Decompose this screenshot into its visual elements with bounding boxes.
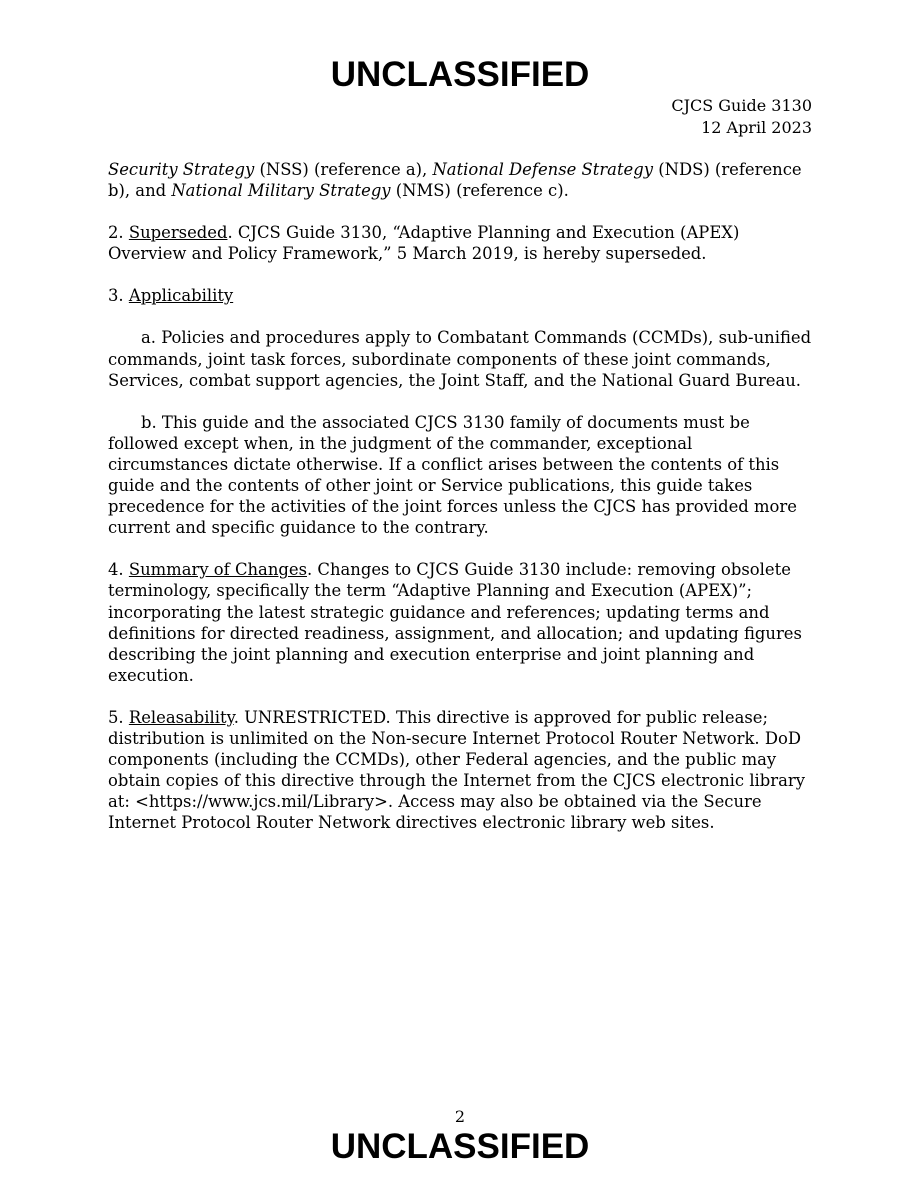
section-2-heading: Superseded [128,223,228,243]
document-body [108,159,812,854]
section-5-number: 5. [108,707,129,727]
section-5-heading: Releasability [128,707,234,727]
section-superseded [108,222,812,264]
section-summary-of-changes [108,559,812,686]
classification-banner-bottom: UNCLASSIFIED [330,1127,590,1166]
intro-text-1: (NSS) (reference a), [254,160,433,179]
section-3a-paragraph: a. Policies and procedures apply to Combatant Commands (CCMDs), sub-unified commands, joint task forces, subordinate components of these joint commands, Services, combat support agencies, the Joint Staff, and the National Guard Bureau. [108,328,812,390]
document-id: CJCS Guide 3130 [671,96,812,115]
section-3-heading: Applicability [128,286,234,306]
intro-nds-title: National Defense Strategy [432,160,653,179]
section-4-number: 4. [108,560,129,580]
section-2-text: . CJCS Guide 3130, “Adaptive Planning and Execution (APEX) Overview and Policy Framework,” 5 March 2019, is hereby superseded. [108,223,740,264]
intro-text-2: (NDS) (reference b), and [108,160,802,201]
document-header [671,95,812,139]
intro-nss-title: Security Strategy [108,160,255,179]
document-date: 12 April 2023 [701,118,812,137]
section-4-text: . Changes to CJCS Guide 3130 include: removing obsolete terminology, specifically the term “Adaptive Planning and Execution (APEX)”; incorporating the latest strategic guidance and references; updating terms and definitions for directed readiness, assignment, and allocation; and updating figures describing the joint planning and execution enterprise and joint planning and execution. [108,560,802,685]
section-applicability [108,285,812,306]
intro-text-3: (NMS) (reference c). [390,181,569,201]
classification-banner-top: UNCLASSIFIED [330,55,590,94]
section-2-number: 2. [108,223,129,243]
section-5-text: . UNRESTRICTED. This directive is approved for public release; distribution is unlimited on the Non-secure Internet Protocol Router Network. DoD components (including the CCMDs), other Federal agencies, and the public may obtain copies of this directive through the Internet from the CJCS electronic library at: <https://www.jcs.mil/Library>. Access may also be obtained via the Secure Internet Protocol Router Network directives electronic library web sites. [108,707,805,833]
intro-nms-title: National Military Strategy [171,181,391,201]
section-3b-paragraph: b. This guide and the associated CJCS 3130 family of documents must be followed except when, in the judgment of the commander, exceptional circumstances dictate otherwise. If a conflict arises between the contents of this guide and the contents of other joint or Service publications, this guide takes precedence for the activities of the joint forces unless the CJCS has provided more current and specific guidance to the contrary. [108,412,797,538]
section-3-number: 3. [108,286,129,306]
page-number: 2 [454,1107,466,1126]
intro-paragraph [108,159,812,201]
section-releasability [108,707,812,834]
section-4-heading: Summary of Changes [128,560,307,580]
